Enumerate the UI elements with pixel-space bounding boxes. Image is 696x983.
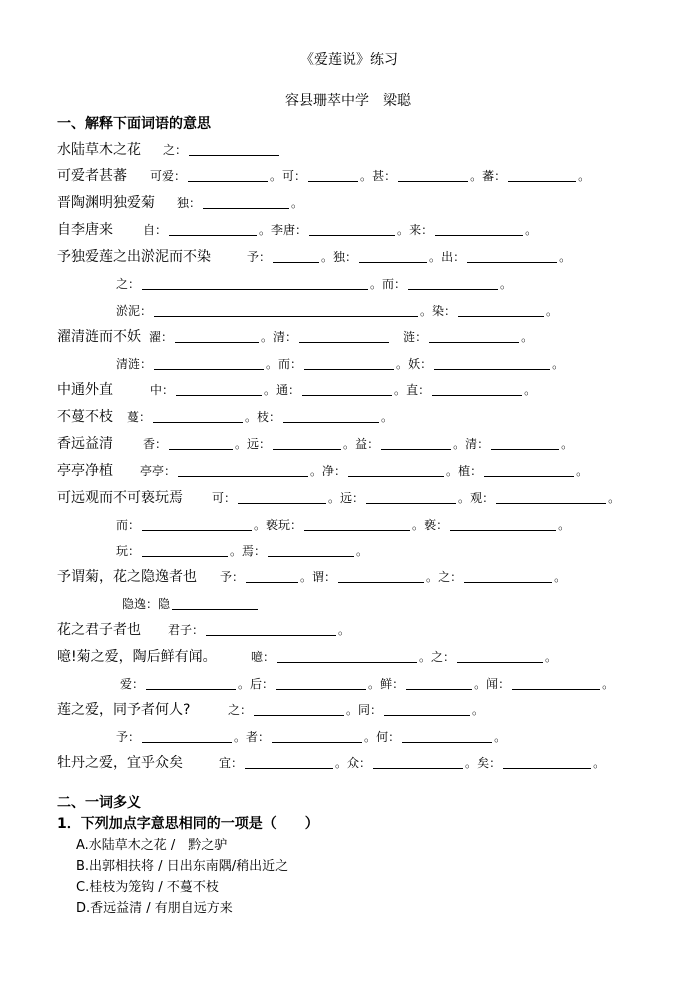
phrase-4: 自李唐来 <box>57 222 113 238</box>
item-label: 何： <box>376 730 401 744</box>
item-label: 宜： <box>219 756 244 770</box>
answer-blank[interactable] <box>408 276 498 290</box>
item-label: 李唐： <box>271 223 308 237</box>
item-label: 谓： <box>312 570 337 584</box>
item-label: 来： <box>409 223 434 237</box>
phrase-3: 晋陶渊明独爱菊 <box>57 195 155 211</box>
answer-blank[interactable] <box>457 649 543 663</box>
answer-blank[interactable] <box>154 303 418 317</box>
answer-blank[interactable] <box>238 490 326 504</box>
answer-blank[interactable] <box>398 168 468 182</box>
row-22-items: 之： 。同： 。 <box>228 703 485 717</box>
item-label: 闻： <box>486 677 511 691</box>
item-label: 远： <box>247 437 272 451</box>
answer-blank[interactable] <box>366 490 456 504</box>
answer-blank[interactable] <box>429 329 519 343</box>
item-label: 植： <box>458 464 483 478</box>
item-label: 隐逸：隐 <box>122 597 171 611</box>
item-label: 可爱： <box>150 169 187 183</box>
row-24-items: 宜： 。众： 。矣： 。 <box>219 756 606 770</box>
phrase-6: 濯清涟而不妖 <box>57 329 141 345</box>
answer-blank[interactable] <box>458 303 544 317</box>
item-label: 独： <box>177 196 202 210</box>
item-label: 玩： <box>116 544 141 558</box>
item-label: 予： <box>116 730 141 744</box>
answer-blank[interactable] <box>277 649 417 663</box>
row-21-items: 爱： 。后： 。鲜： 。闻： 。 <box>120 677 615 691</box>
phrase-7: 中通外直 <box>57 382 113 398</box>
answer-blank[interactable] <box>203 195 289 209</box>
item-label: 中： <box>150 383 175 397</box>
item-label: 蕃： <box>482 169 507 183</box>
row-7-items: 淤泥： 。染： 。 <box>116 304 559 318</box>
answer-blank[interactable] <box>467 249 557 263</box>
answer-blank[interactable] <box>304 517 410 531</box>
item-label: 矣： <box>477 756 502 770</box>
item-label: 蔓： <box>127 410 152 424</box>
option-b[interactable]: B.出郭相扶将 / 日出东南隅/稍出近之 <box>76 859 289 874</box>
question-1: 1．下列加点字意思相同的一项是（ ） <box>57 816 319 832</box>
answer-blank[interactable] <box>402 729 492 743</box>
item-label: 之： <box>116 277 141 291</box>
row-19-items: 君子： 。 <box>168 623 351 637</box>
row-10-items: 中： 。通： 。直： 。 <box>150 383 537 397</box>
section-1-heading: 一、解释下面词语的意思 <box>57 116 211 132</box>
row-6-items: 之： 。而： 。 <box>116 277 513 291</box>
answer-blank[interactable] <box>272 729 362 743</box>
item-label: 淤泥： <box>116 304 153 318</box>
row-11-items: 蔓： 。枝： 。 <box>127 410 394 424</box>
answer-blank[interactable] <box>142 517 252 531</box>
row-16-items: 玩： 。焉： 。 <box>116 544 369 558</box>
answer-blank[interactable] <box>142 543 228 557</box>
answer-blank[interactable] <box>434 356 550 370</box>
item-label: 之： <box>163 143 188 157</box>
phrase-14: 噫!菊之爱，陶后鲜有闻。 <box>57 649 217 665</box>
answer-blank[interactable] <box>169 436 233 450</box>
item-label: 枝： <box>257 410 282 424</box>
row-17-items: 予： 。谓： 。之： 。 <box>220 570 567 584</box>
row-20-items: 噫： 。之： 。 <box>251 650 558 664</box>
option-d[interactable]: D.香远益清 / 有朋自远方来 <box>76 901 233 916</box>
row-4-items: 自： 。李唐： 。来： 。 <box>143 223 538 237</box>
row-3-items: 独： 。 <box>177 196 304 210</box>
answer-blank[interactable] <box>176 382 262 396</box>
item-label: 后： <box>250 677 275 691</box>
item-label: 清： <box>465 437 490 451</box>
phrase-13: 花之君子者也 <box>57 622 141 638</box>
item-label: 独： <box>333 250 358 264</box>
item-label: 亵玩： <box>266 518 303 532</box>
item-label: 之： <box>438 570 463 584</box>
item-label: 焉： <box>242 544 267 558</box>
answer-blank[interactable] <box>142 729 232 743</box>
item-label: 净： <box>322 464 347 478</box>
answer-blank[interactable] <box>206 622 336 636</box>
answer-blank[interactable] <box>308 168 358 182</box>
phrase-5: 予独爱莲之出淤泥而不染 <box>57 249 211 265</box>
row-15-items: 而： 。亵玩： 。亵： 。 <box>116 518 571 532</box>
answer-blank[interactable] <box>304 356 394 370</box>
item-label: 染： <box>432 304 457 318</box>
answer-blank[interactable] <box>435 222 523 236</box>
answer-blank[interactable] <box>381 436 451 450</box>
answer-blank[interactable] <box>142 276 368 290</box>
row-5-items: 予： 。独： 。出： 。 <box>247 250 572 264</box>
section-2-heading: 二、一词多义 <box>57 795 141 811</box>
phrase-9: 香远益清 <box>57 436 113 452</box>
row-12-items: 香： 。远： 。益： 。清： 。 <box>143 437 574 451</box>
item-label: 君子： <box>168 623 205 637</box>
item-label: 亵： <box>424 518 449 532</box>
answer-blank[interactable] <box>273 249 319 263</box>
phrase-2: 可爱者甚蕃 <box>57 168 127 184</box>
item-label: 远： <box>340 491 365 505</box>
phrase-16: 牡丹之爱，宜乎众矣 <box>57 755 183 771</box>
item-label: 而： <box>116 518 141 532</box>
answer-blank[interactable] <box>338 569 424 583</box>
answer-blank[interactable] <box>309 222 395 236</box>
item-label: 噫： <box>251 650 276 664</box>
answer-blank[interactable] <box>302 382 392 396</box>
item-label: 亭亭： <box>140 464 177 478</box>
answer-blank[interactable] <box>178 463 308 477</box>
answer-blank[interactable] <box>268 543 354 557</box>
answer-blank[interactable] <box>276 676 366 690</box>
item-label: 可： <box>282 169 307 183</box>
answer-blank[interactable] <box>384 702 470 716</box>
answer-blank[interactable] <box>169 222 257 236</box>
item-label: 香： <box>143 437 168 451</box>
answer-blank[interactable] <box>146 676 236 690</box>
answer-blank[interactable] <box>450 517 556 531</box>
answer-blank[interactable] <box>154 356 264 370</box>
item-label: 通： <box>276 383 301 397</box>
phrase-12: 予谓菊，花之隐逸者也 <box>57 569 197 585</box>
answer-blank[interactable] <box>508 168 576 182</box>
answer-blank[interactable] <box>406 676 472 690</box>
answer-blank[interactable] <box>299 329 389 343</box>
item-label: 而： <box>382 277 407 291</box>
answer-blank[interactable] <box>432 382 522 396</box>
item-label: 观： <box>470 491 495 505</box>
item-label: 可： <box>212 491 237 505</box>
phrase-8: 不蔓不枝 <box>57 409 113 425</box>
item-label: 甚： <box>372 169 397 183</box>
phrase-11: 可远观而不可亵玩焉 <box>57 490 183 506</box>
phrase-10: 亭亭净植 <box>57 463 113 479</box>
answer-blank[interactable] <box>503 755 591 769</box>
item-label: 予： <box>220 570 245 584</box>
answer-blank[interactable] <box>245 755 333 769</box>
item-label: 直： <box>406 383 431 397</box>
phrase-15: 莲之爱，同予者何人? <box>57 702 191 718</box>
answer-blank[interactable] <box>283 409 379 423</box>
option-c[interactable]: C.桂枝为笼钩 / 不蔓不枝 <box>76 880 219 895</box>
answer-blank[interactable] <box>188 168 268 182</box>
row-18-items <box>122 596 260 610</box>
answer-blank[interactable] <box>172 596 258 610</box>
row-8-items: 濯： 。清： 涟： 。 <box>149 330 534 344</box>
answer-blank[interactable] <box>491 436 559 450</box>
row-2-items: 可爱： 。可： 。甚： 。蕃： 。 <box>150 169 591 183</box>
row-9-items: 清涟： 。而： 。妖： 。 <box>116 357 565 371</box>
answer-blank[interactable] <box>359 249 427 263</box>
answer-blank[interactable] <box>254 702 344 716</box>
item-label: 者： <box>246 730 271 744</box>
item-label: 同： <box>358 703 383 717</box>
item-label: 妖： <box>408 357 433 371</box>
phrase-1: 水陆草木之花 <box>57 142 141 158</box>
answer-blank[interactable] <box>273 436 341 450</box>
worksheet-title: 《爱莲说》练习 <box>300 52 398 68</box>
row-23-items: 予： 。者： 。何： 。 <box>116 730 507 744</box>
item-label: 爱： <box>120 677 145 691</box>
item-label: 予： <box>247 250 272 264</box>
option-a[interactable]: A.水陆草木之花 / 黔之驴 <box>76 838 228 853</box>
answer-blank[interactable] <box>153 409 243 423</box>
item-label: 益： <box>355 437 380 451</box>
item-label: 之： <box>228 703 253 717</box>
answer-blank[interactable] <box>496 490 606 504</box>
row-13-items: 亭亭： 。净： 。植： 。 <box>140 464 589 478</box>
answer-blank[interactable] <box>175 329 259 343</box>
item-label: 而： <box>278 357 303 371</box>
item-label: 清涟： <box>116 357 153 371</box>
item-label: 出： <box>441 250 466 264</box>
item-label: 濯： <box>149 330 174 344</box>
row-14-items: 可： 。远： 。观： 。 <box>212 491 621 505</box>
answer-blank[interactable] <box>373 755 463 769</box>
item-label: 之： <box>431 650 456 664</box>
answer-blank[interactable] <box>512 676 600 690</box>
author-line: 容县珊萃中学 梁聪 <box>285 93 411 109</box>
row-1-items <box>163 142 281 156</box>
answer-blank[interactable] <box>348 463 444 477</box>
answer-blank[interactable] <box>484 463 574 477</box>
item-label: 众： <box>347 756 372 770</box>
answer-blank[interactable] <box>246 569 298 583</box>
item-label: 涟： <box>403 330 428 344</box>
item-label: 自： <box>143 223 168 237</box>
item-label: 清： <box>273 330 298 344</box>
answer-blank[interactable] <box>464 569 552 583</box>
answer-blank[interactable] <box>189 142 279 156</box>
item-label: 鲜： <box>380 677 405 691</box>
